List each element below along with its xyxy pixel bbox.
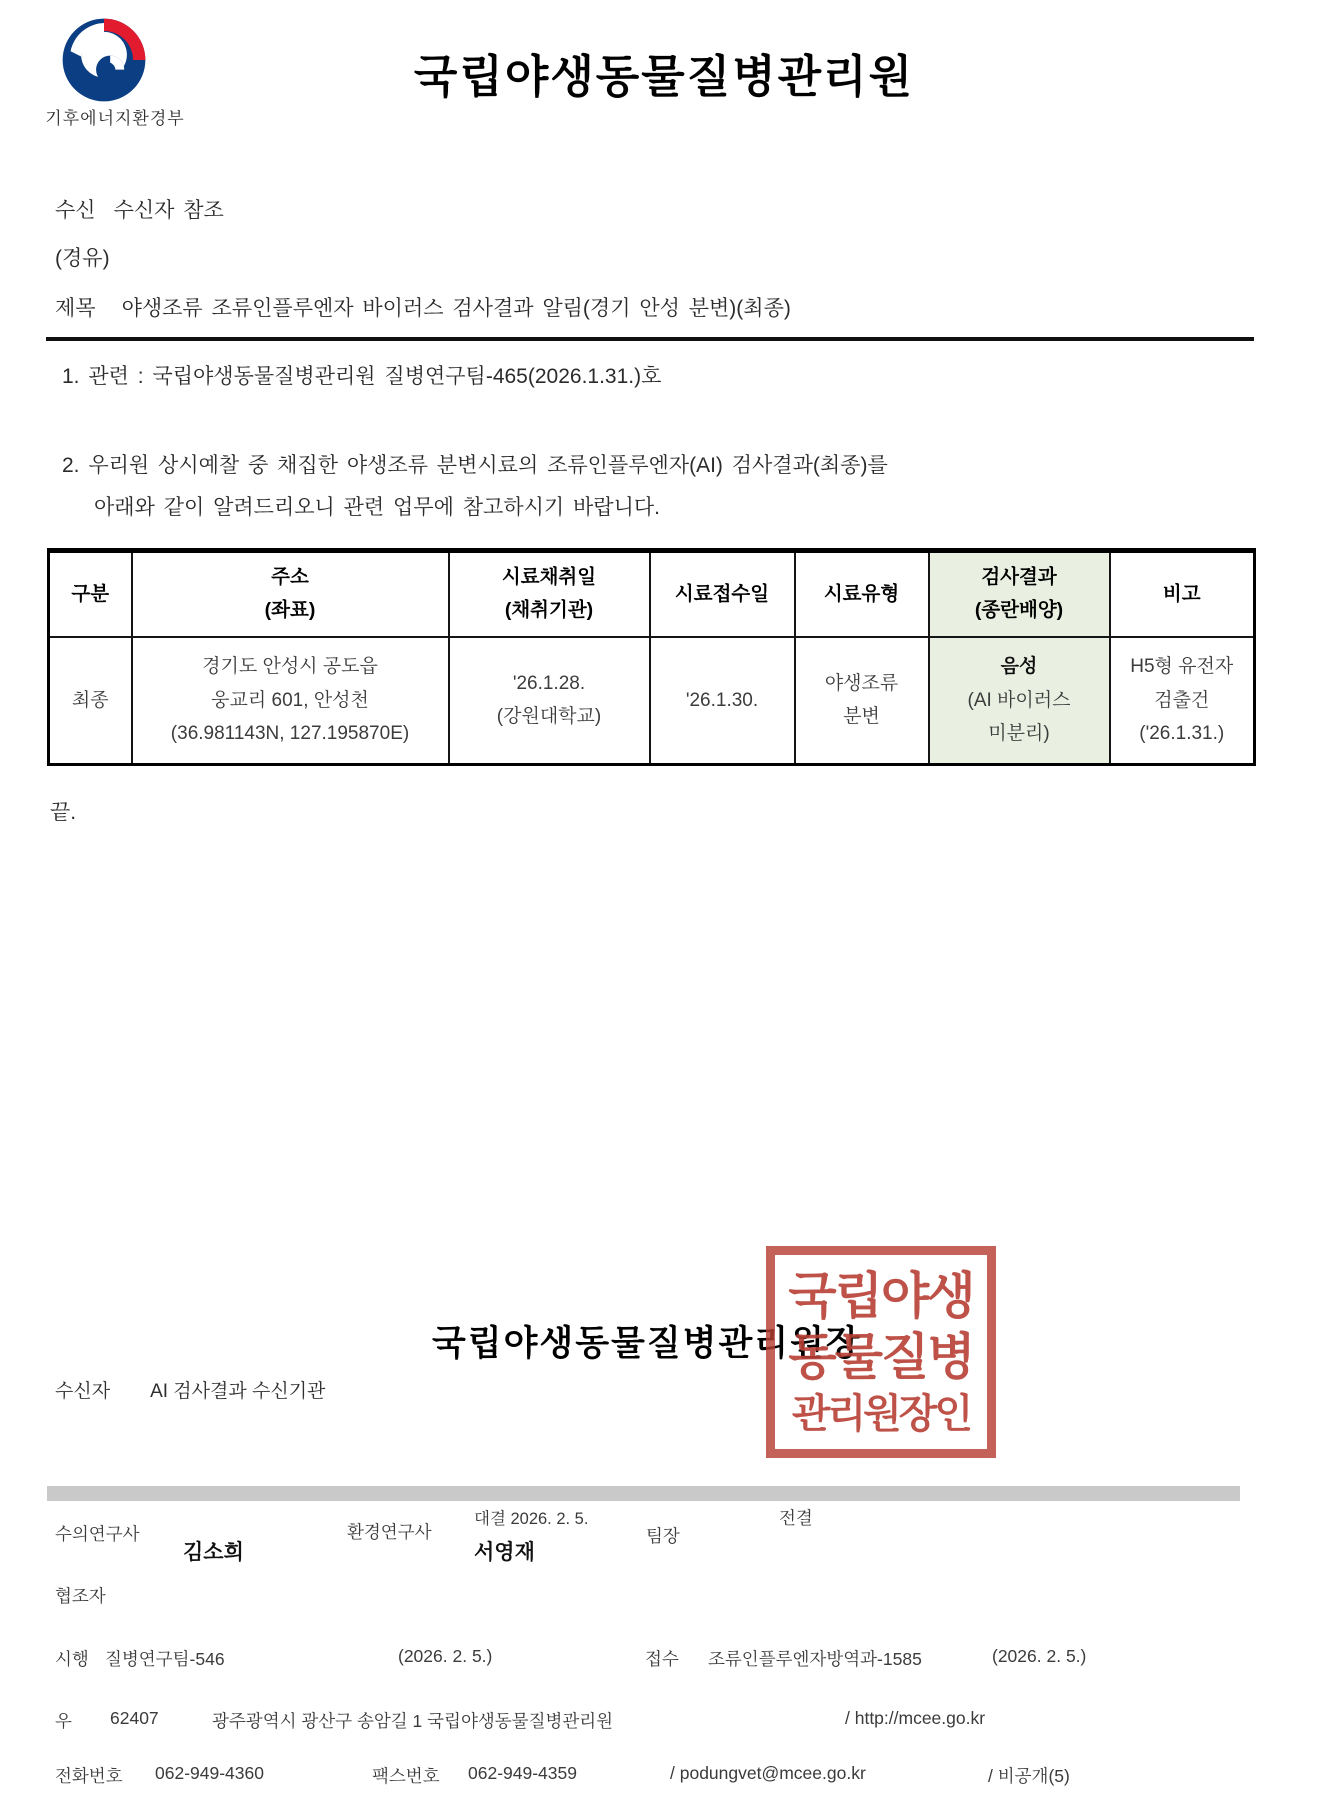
- subject-line: [55, 292, 791, 322]
- receipt-doc-number: 조류인플루엔자방역과-1585: [708, 1649, 922, 1669]
- header-sample-type: 시료유형: [795, 551, 929, 637]
- cell-address: 경기도 안성시 공도읍 웅교리 601, 안성천 (36.981143N, 127.195870E): [132, 637, 449, 765]
- jeonkyeol-note: 전결: [779, 1508, 813, 1528]
- via-line: (경유): [55, 247, 110, 270]
- fax-label: 팩스번호: [372, 1766, 440, 1786]
- distribution-value: AI 검사결과 수신기관: [150, 1381, 326, 1402]
- ministry-name: 기후에너지환경부: [45, 109, 185, 128]
- approver-signature-1: 김소희: [183, 1541, 244, 1564]
- page-title: 국립야생동물질병관리원: [413, 51, 915, 102]
- receipt-date: (2026. 2. 5.): [992, 1646, 1087, 1666]
- tel-number: 062-949-4360: [155, 1763, 264, 1783]
- official-stamp: [766, 1246, 996, 1458]
- recipient-label: 수신: [55, 199, 96, 222]
- cooperator-label: 협조자: [55, 1586, 106, 1606]
- cell-sample-type: 야생조류 분변: [795, 637, 929, 765]
- stamp-text-line: 동물질병: [788, 1329, 974, 1385]
- email-address: / podungvet@mcee.go.kr: [670, 1763, 866, 1783]
- header-address: 주소 (좌표): [132, 551, 449, 637]
- title-divider: [46, 337, 1254, 341]
- cell-collection-date: '26.1.28. (강원대학교): [449, 637, 650, 765]
- header-test-result: 검사결과 (종란배양): [929, 551, 1110, 637]
- table-header-row: [49, 551, 1255, 637]
- cell-test-result: 음성 (AI 바이러스 미분리): [929, 637, 1110, 765]
- sender-title: 국립야생동물질병관리원장: [432, 1324, 862, 1363]
- office-address: 광주광역시 광산구 송암길 1 국립야생동물질병관리원: [212, 1711, 614, 1731]
- delegation-note: 대결 2026. 2. 5.: [474, 1510, 589, 1528]
- recipient-value: 수신자 참조: [113, 199, 224, 222]
- stamp-text-line: 국립야생: [788, 1267, 974, 1324]
- distribution-line: [55, 1376, 325, 1403]
- cell-receipt-date: '26.1.30.: [650, 637, 795, 765]
- recipient-line: [55, 194, 224, 224]
- exec-date: (2026. 2. 5.): [398, 1646, 493, 1666]
- results-table: [47, 548, 1256, 766]
- website-url: / http://mcee.go.kr: [845, 1708, 986, 1728]
- zip-label: 우: [55, 1711, 72, 1731]
- fax-number: 062-949-4359: [468, 1763, 577, 1783]
- cell-category: 최종: [49, 637, 132, 765]
- subject-label: 제목: [55, 297, 96, 320]
- exec-label: 시행: [55, 1649, 89, 1669]
- related-item: 1. 관련 : 국립야생동물질병관리원 질병연구팀-465(2026.1.31.)호: [62, 365, 662, 388]
- distribution-label: 수신자: [55, 1381, 111, 1402]
- header-receipt-date: 시료접수일: [650, 551, 795, 637]
- receipt-label: 접수: [645, 1649, 679, 1669]
- exec-doc-number: 질병연구팀-546: [105, 1649, 225, 1669]
- notice-item-line1: 2. 우리원 상시예찰 중 채집한 야생조류 분변시료의 조류인플루엔자(AI) 검사결과(최종)를: [62, 454, 888, 477]
- header-note: 비고: [1110, 551, 1255, 637]
- approver-role-team-leader: 팀장: [646, 1526, 680, 1546]
- section-divider-bar: [47, 1486, 1240, 1501]
- end-mark: 끝.: [50, 801, 77, 824]
- cell-note: H5형 유전자 검출건 ('26.1.31.): [1110, 637, 1255, 765]
- zip-code: 62407: [110, 1708, 159, 1728]
- stamp-text-line: 관리원장인: [791, 1391, 971, 1436]
- approver-role-vet-researcher: 수의연구사: [55, 1524, 140, 1544]
- notice-item-line2: 아래와 같이 알려드리오니 관련 업무에 참고하시기 바랍니다.: [94, 496, 660, 519]
- disclosure-note: / 비공개(5): [988, 1766, 1070, 1786]
- tel-label: 전화번호: [55, 1766, 123, 1786]
- approver-role-env-researcher: 환경연구사: [347, 1522, 432, 1542]
- header-category: 구분: [49, 551, 132, 637]
- header-collection-date: 시료채취일 (채취기관): [449, 551, 650, 637]
- approver-signature-2: 서영재: [474, 1541, 535, 1564]
- subject-value: 야생조류 조류인플루엔자 바이러스 검사결과 알림(경기 안성 분변)(최종): [121, 297, 791, 320]
- table-row: [49, 637, 1255, 765]
